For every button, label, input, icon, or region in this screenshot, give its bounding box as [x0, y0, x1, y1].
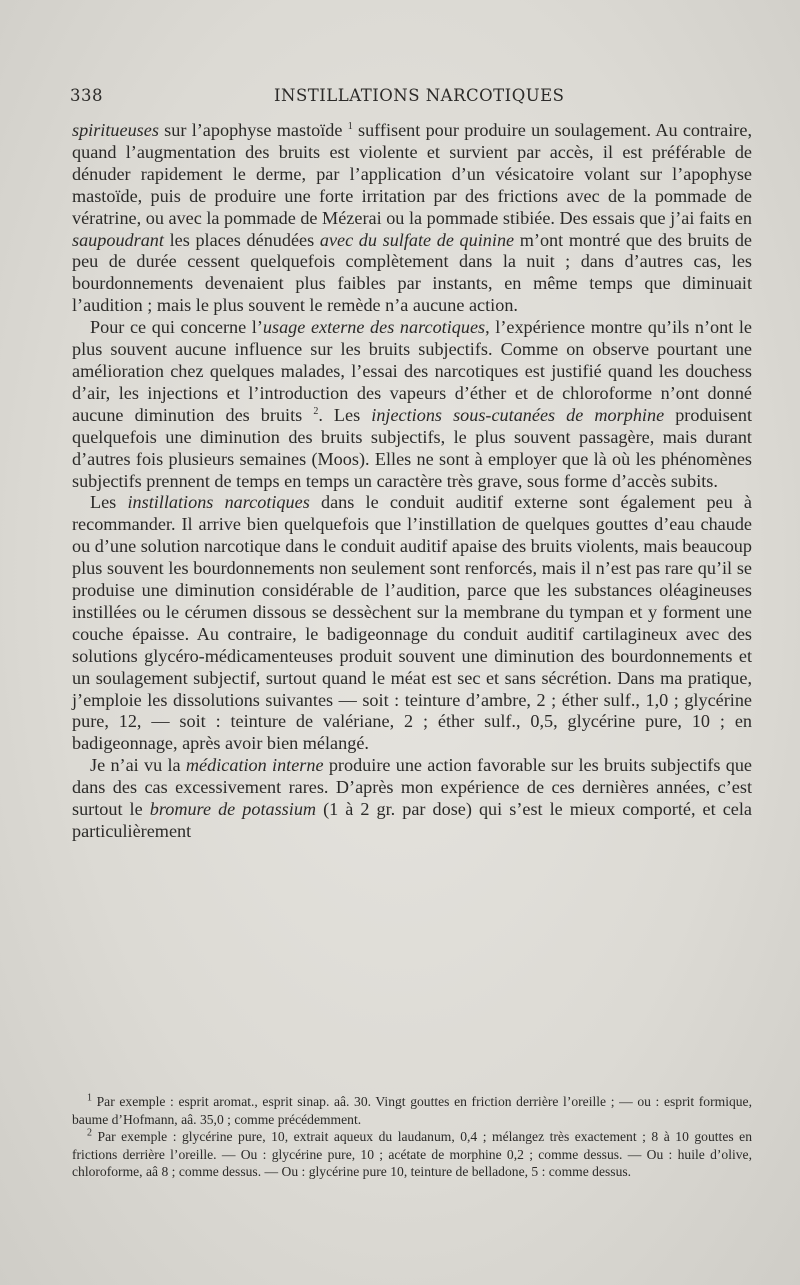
- footnote-marker: 2: [313, 405, 319, 417]
- paragraph: [72, 317, 752, 492]
- paragraph: [72, 120, 752, 317]
- text-run: (1 à 2 gr. par dose) qui s’est le mieux comporté, et cela particulièrement: [72, 799, 752, 841]
- italic-phrase: injections sous-cutanées de morphine: [371, 404, 665, 425]
- footnote: [72, 1128, 752, 1181]
- italic-phrase: médication interne: [185, 755, 324, 776]
- text-run: sur l’apophyse mastoïde: [158, 120, 348, 140]
- text-run: Pour ce qui concerne l’: [90, 317, 263, 338]
- footnote-marker: 2: [87, 1127, 92, 1139]
- text-run: les places dénudées: [163, 229, 320, 250]
- footnote-marker: 1: [347, 120, 353, 132]
- text-run: , l’expérience montre qu’ils n’ont le plus souvent aucune influence sur les bruits subjectifs. Comme on observe pourtant une amélioration chez quelques malades, l’essai des narcotiques est justifié quand les douchess d’air, les injections et l’introduction des vapeurs d’éther et de chloroforme n’ont donné aucune diminution des bruits: [72, 317, 753, 425]
- footnotes: [72, 1093, 752, 1181]
- text-run: Je n’ai vu la: [90, 755, 186, 776]
- text-run: produisent quelquefois une diminution des bruits subjectifs, le plus souvent passagère, mais durant d’autres fois plusieurs semaines (Moos). Elles ne sont à employer que là où les phénomènes subjectifs prennent de temps en temps un caractère très grave, sous forme d’accès subits.: [72, 404, 752, 491]
- text-run: dans le conduit auditif externe sont également peu à recommander. Il arrive bien quelquefois que l’instillation de quelques gouttes d’eau chaude ou d’une solution narcotique dans le conduit auditif apaise des bruits violents, mais beaucoup plus souvent les bourdonnements non seulement sont renforcés, mais il n’est pas rare qu’il se produise une diminution considérable de l’audition, parce que les substances oléagineuses instillées ou le cérumen dissous se dessèchent sur la membrane du tympan et y forment une couche épaisse. Au contraire, le badigeonnage du conduit auditif cartilagineux avec des solutions glycéro-médicamenteuses produit souvent une diminution des bourdonnements et un soulagement subjectif, surtout quand le méat est sec et sans sécrétion. Dans ma pratique, j’emploie les dissolutions suivantes — soit : teinture d’ambre, 2 ; éther sulf., 1,0 ; glycérine pure, 12, — soit : teinture de valériane, 2 ; éther sulf., 0,5, glycérine pure, 10 ; en badigeonnage, après avoir bien mélangé.: [72, 492, 752, 754]
- italic-phrase: spiritueuses: [72, 120, 159, 140]
- text-run: produire une action favorable sur les bruits subjectifs que dans des cas excessivement rares. D’après mon expérience de ces dernières années, c’est surtout le: [72, 755, 752, 820]
- italic-phrase: usage externe des narcotiques: [262, 317, 486, 338]
- italic-phrase: avec du sulfate de quinine: [319, 229, 515, 250]
- italic-phrase: bromure de potassium: [149, 799, 317, 820]
- text-run: suffisent pour produire un soulagement. Au contraire, quand l’augmentation des bruits est violente et survient par accès, il est préférable de dénuder rapidement le derme, par l’application d’un vésicatoire volant sur l’apophyse mastoïde, puis de produire une forte irritation par des frictions avec de la pommade de vératrine, ou avec la pommade de Mézerai ou la pommade stibiée. Des essais que j’ai faits en: [72, 120, 752, 228]
- italic-phrase: saupoudrant: [72, 229, 164, 250]
- page-number: 338: [70, 86, 103, 105]
- page-header: [70, 86, 750, 112]
- paragraph: [72, 492, 752, 755]
- text-run: . Les: [318, 404, 372, 425]
- text-run: Par exemple : esprit aromat., esprit sinap. aâ. 30. Vingt gouttes en friction derrière l’oreille ; — ou : esprit formique, baume d’Hofmann, aâ. 35,0 ; comme précédemment.: [72, 1094, 752, 1127]
- italic-phrase: instillations narcotiques: [127, 492, 310, 513]
- paragraph: [72, 755, 752, 843]
- text-run: Les: [90, 492, 128, 513]
- footnote-marker: 1: [87, 1092, 92, 1104]
- text-run: m’ont montré que des bruits de peu de durée cessent quelquefois complètement dans la nuit ; dans d’autres cas, les bourdonnements devenaient plus faibles par instants, en même temps que diminuait l’audition ; mais le plus souvent le remède n’a aucune action.: [72, 229, 752, 316]
- text-run: Par exemple : glycérine pure, 10, extrait aqueux du laudanum, 0,4 ; mélangez très exactement ; 8 à 10 gouttes en frictions derrière l’oreille. — Ou : glycérine pure, 10 ; acétate de morphine 0,2 ; comme dessus. — Ou : huile d’olive, chloroforme, aâ 8 ; comme dessus. — Ou : glycérine pure 10, teinture de belladone, 5 : comme dessus.: [72, 1129, 752, 1180]
- footnote: [72, 1093, 752, 1128]
- running-title: INSTILLATIONS NARCOTIQUES: [274, 86, 565, 105]
- body-text: [72, 120, 752, 843]
